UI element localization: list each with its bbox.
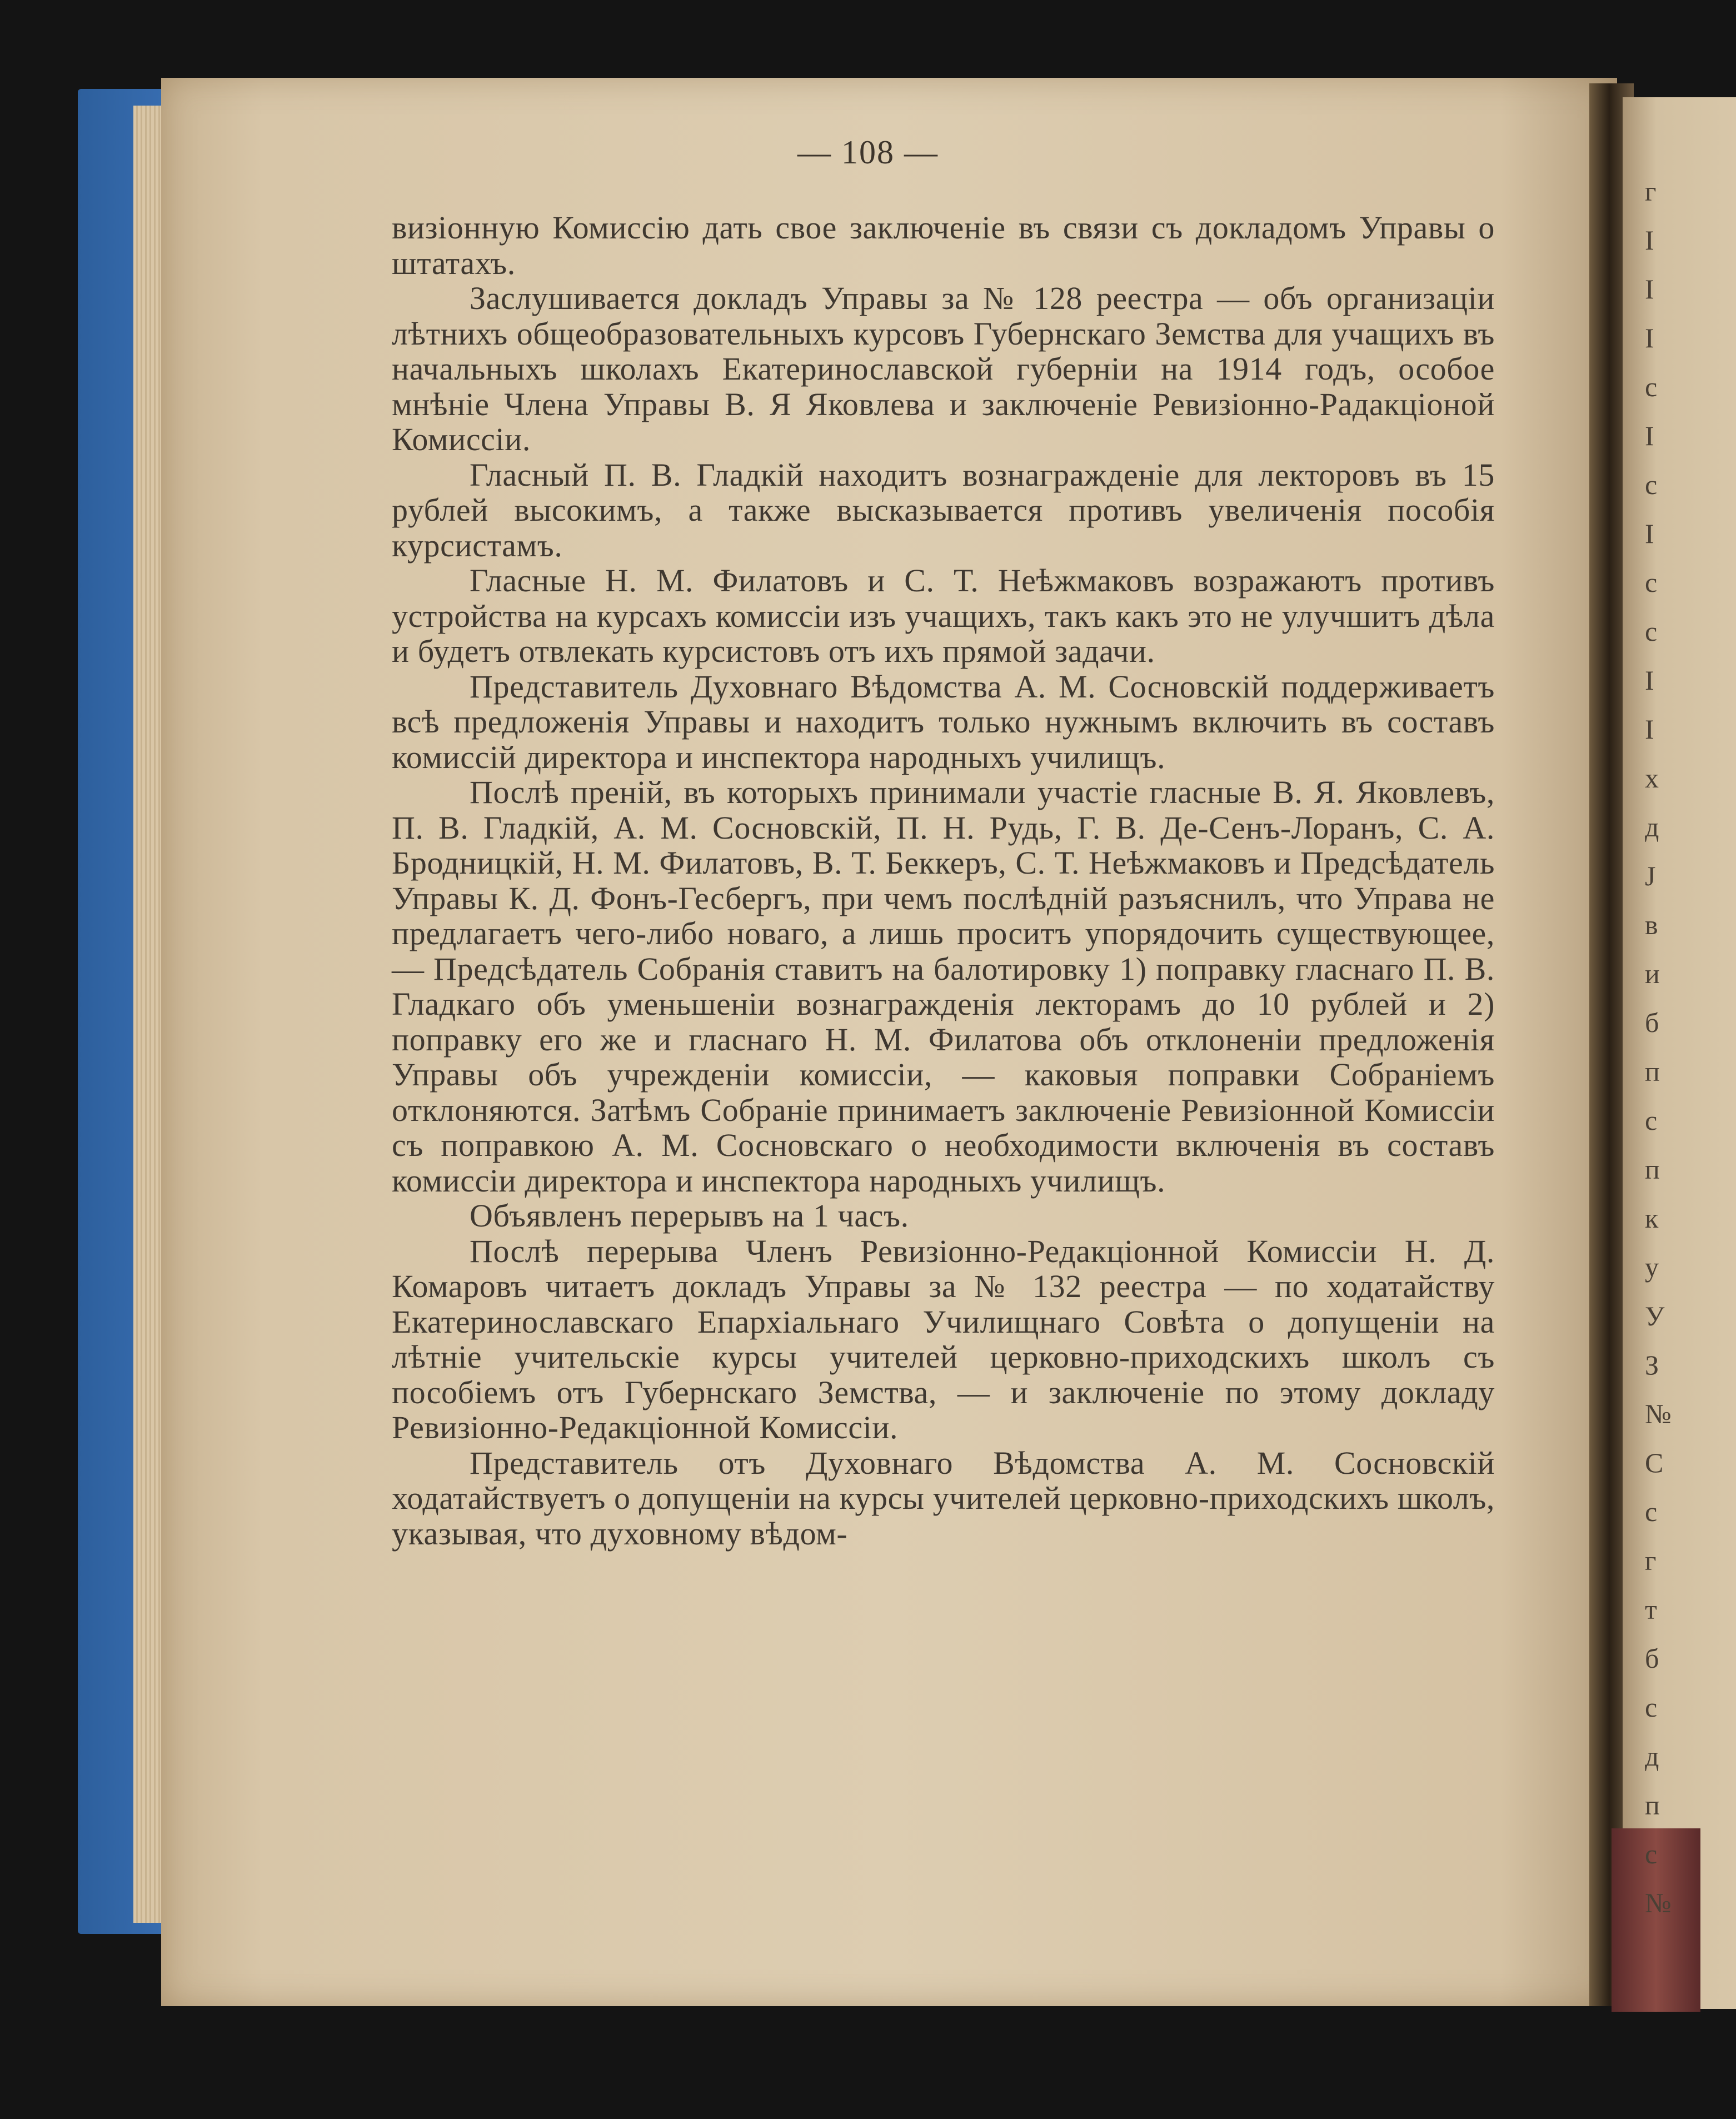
paragraph-1: визіонную Комиссію дать свое заключеніе въ связи съ докладомъ Управы о штатахъ.	[392, 210, 1495, 281]
edge-letter: х	[1645, 762, 1659, 794]
edge-letter: г	[1645, 1545, 1657, 1576]
edge-letter: І	[1645, 420, 1654, 451]
edge-letter: У	[1645, 1300, 1665, 1332]
edge-letter: І	[1645, 714, 1654, 745]
paragraph-5: Представитель Духовнаго Вѣдомства А. М. Сосновскій поддерживаетъ всѣ предложенія Управы и находитъ только нужнымъ включить въ составъ комиссій директора и инспектора народныхъ училищъ.	[392, 668, 1495, 775]
edge-letter: с	[1645, 1105, 1658, 1136]
page-body	[392, 210, 1495, 1551]
paragraph-2: Заслушивается докладъ Управы за № 128 реестра — объ организаціи лѣтнихъ общеобразовательныхъ курсовъ Губернскаго Земства для учащихъ въ начальныхъ школахъ Екатеринославской губерніи на 1914 годъ, особое мнѣніе Члена Управы В. Я Яковлева и заключеніе Ревизіонно-Радакціоной Комиссіи.	[392, 280, 1495, 457]
edge-letter: в	[1645, 909, 1658, 940]
edge-letter: С	[1645, 1447, 1664, 1478]
edge-letter: п	[1645, 1154, 1660, 1185]
paragraph-6: Послѣ преній, въ которыхъ принимали участіе гласные В. Я. Яковлевъ, П. В. Гладкій, А. М. Сосновскій, П. Н. Рудь, Г. В. Де-Сенъ-Лоранъ, С. А. Бродницкій, Н. М. Филатовъ, В. Т. Беккеръ, С. Т. Неѣжмаковъ и Предсѣдатель Управы К. Д. Фонъ-Гесбергъ, при чемъ послѣдній разъяснилъ, что Управа не предлагаетъ чего-либо новаго, а лишь проситъ упорядочить существующее, — Предсѣдатель Собранія ставитъ на балотировку 1) поправку гласнаго П. В. Гладкаго объ уменьшеніи вознагражденія лекторамъ до 10 рублей и 2) поправку его же и гласнаго Н. М. Филатова объ отклоненіи предложенія Управы объ учрежденіи комиссіи, — каковыя поправки Собраніемъ отклоняются. Затѣмъ Собраніе принимаетъ заключеніе Ревизіонной Комиссіи съ поправкою А. М. Сосновскаго о необходимости включенія въ составъ комиссіи директора и инспектора народныхъ училищъ.	[392, 774, 1495, 1199]
paragraph-9: Представитель отъ Духовнаго Вѣдомства А. М. Сосновскій ходатайствуетъ о допущеніи на курсы учителей церковно-приходскихъ школъ, указывая, что духовному вѣдом-	[392, 1444, 1495, 1552]
edge-letter: І	[1645, 322, 1654, 353]
edge-letter: №	[1645, 1398, 1672, 1429]
edge-letter: с	[1645, 1838, 1658, 1869]
edge-letter: c	[1645, 567, 1658, 598]
edge-letter: І	[1645, 665, 1654, 696]
paragraph-7: Объявленъ перерывъ на 1 часъ.	[470, 1198, 909, 1234]
edge-letter: у	[1645, 1252, 1659, 1283]
edge-letter: п	[1645, 1789, 1660, 1821]
paragraph-4: Гласные Н. М. Филатовъ и С. Т. Неѣжмаковъ возражаютъ противъ устройства на курсахъ комиссіи изъ учащихъ, такъ какъ это не улучшитъ дѣла и будетъ отвлекать курсистовъ отъ ихъ прямой задачи.	[392, 562, 1495, 669]
edge-letter: т	[1645, 1594, 1657, 1625]
edge-letter: с	[1645, 1496, 1658, 1527]
edge-letter: г	[1645, 176, 1657, 207]
edge-letter: к	[1645, 1203, 1659, 1234]
edge-letter: c	[1645, 371, 1658, 402]
paragraph-8: Послѣ перерыва Членъ Ревизіонно-Редакціонной Комиссіи Н. Д. Комаровъ читаетъ докладъ Управы за № 132 реестра — по ходатайству Екатеринославскаго Епархіальнаго Училищнаго Совѣта о допущеніи на лѣтніе учительскіе курсы учителей церковно-приходскихъ школъ съ пособіемъ отъ Губернскаго Земства, — и заключеніе по этому докладу Ревизіонно-Редакціонной Комиссіи.	[392, 1233, 1495, 1445]
edge-letter: c	[1645, 616, 1658, 647]
edge-letter: З	[1645, 1349, 1659, 1380]
edge-letter: c	[1645, 469, 1658, 500]
edge-letter: д	[1645, 1741, 1659, 1772]
paragraph-3: Гласный П. В. Гладкій находитъ вознагражденіе для лекторовъ въ 15 рублей высокимъ, а также высказывается противъ увеличенія пособія курсистамъ.	[392, 456, 1495, 564]
edge-letter: І	[1645, 518, 1654, 549]
edge-letter: и	[1645, 958, 1660, 989]
right-page-edge-text	[1645, 167, 1728, 1918]
edge-letter: б	[1645, 1643, 1659, 1674]
edge-letter: І	[1645, 273, 1654, 305]
page-number: — 108 —	[797, 134, 939, 171]
edge-letter: J	[1645, 860, 1656, 891]
edge-letter: п	[1645, 1056, 1660, 1087]
edge-letter: б	[1645, 1007, 1659, 1038]
edge-letter: д	[1645, 811, 1659, 842]
edge-letter: І	[1645, 225, 1654, 256]
edge-letter: с	[1645, 1692, 1658, 1723]
edge-letter: №	[1645, 1887, 1672, 1918]
